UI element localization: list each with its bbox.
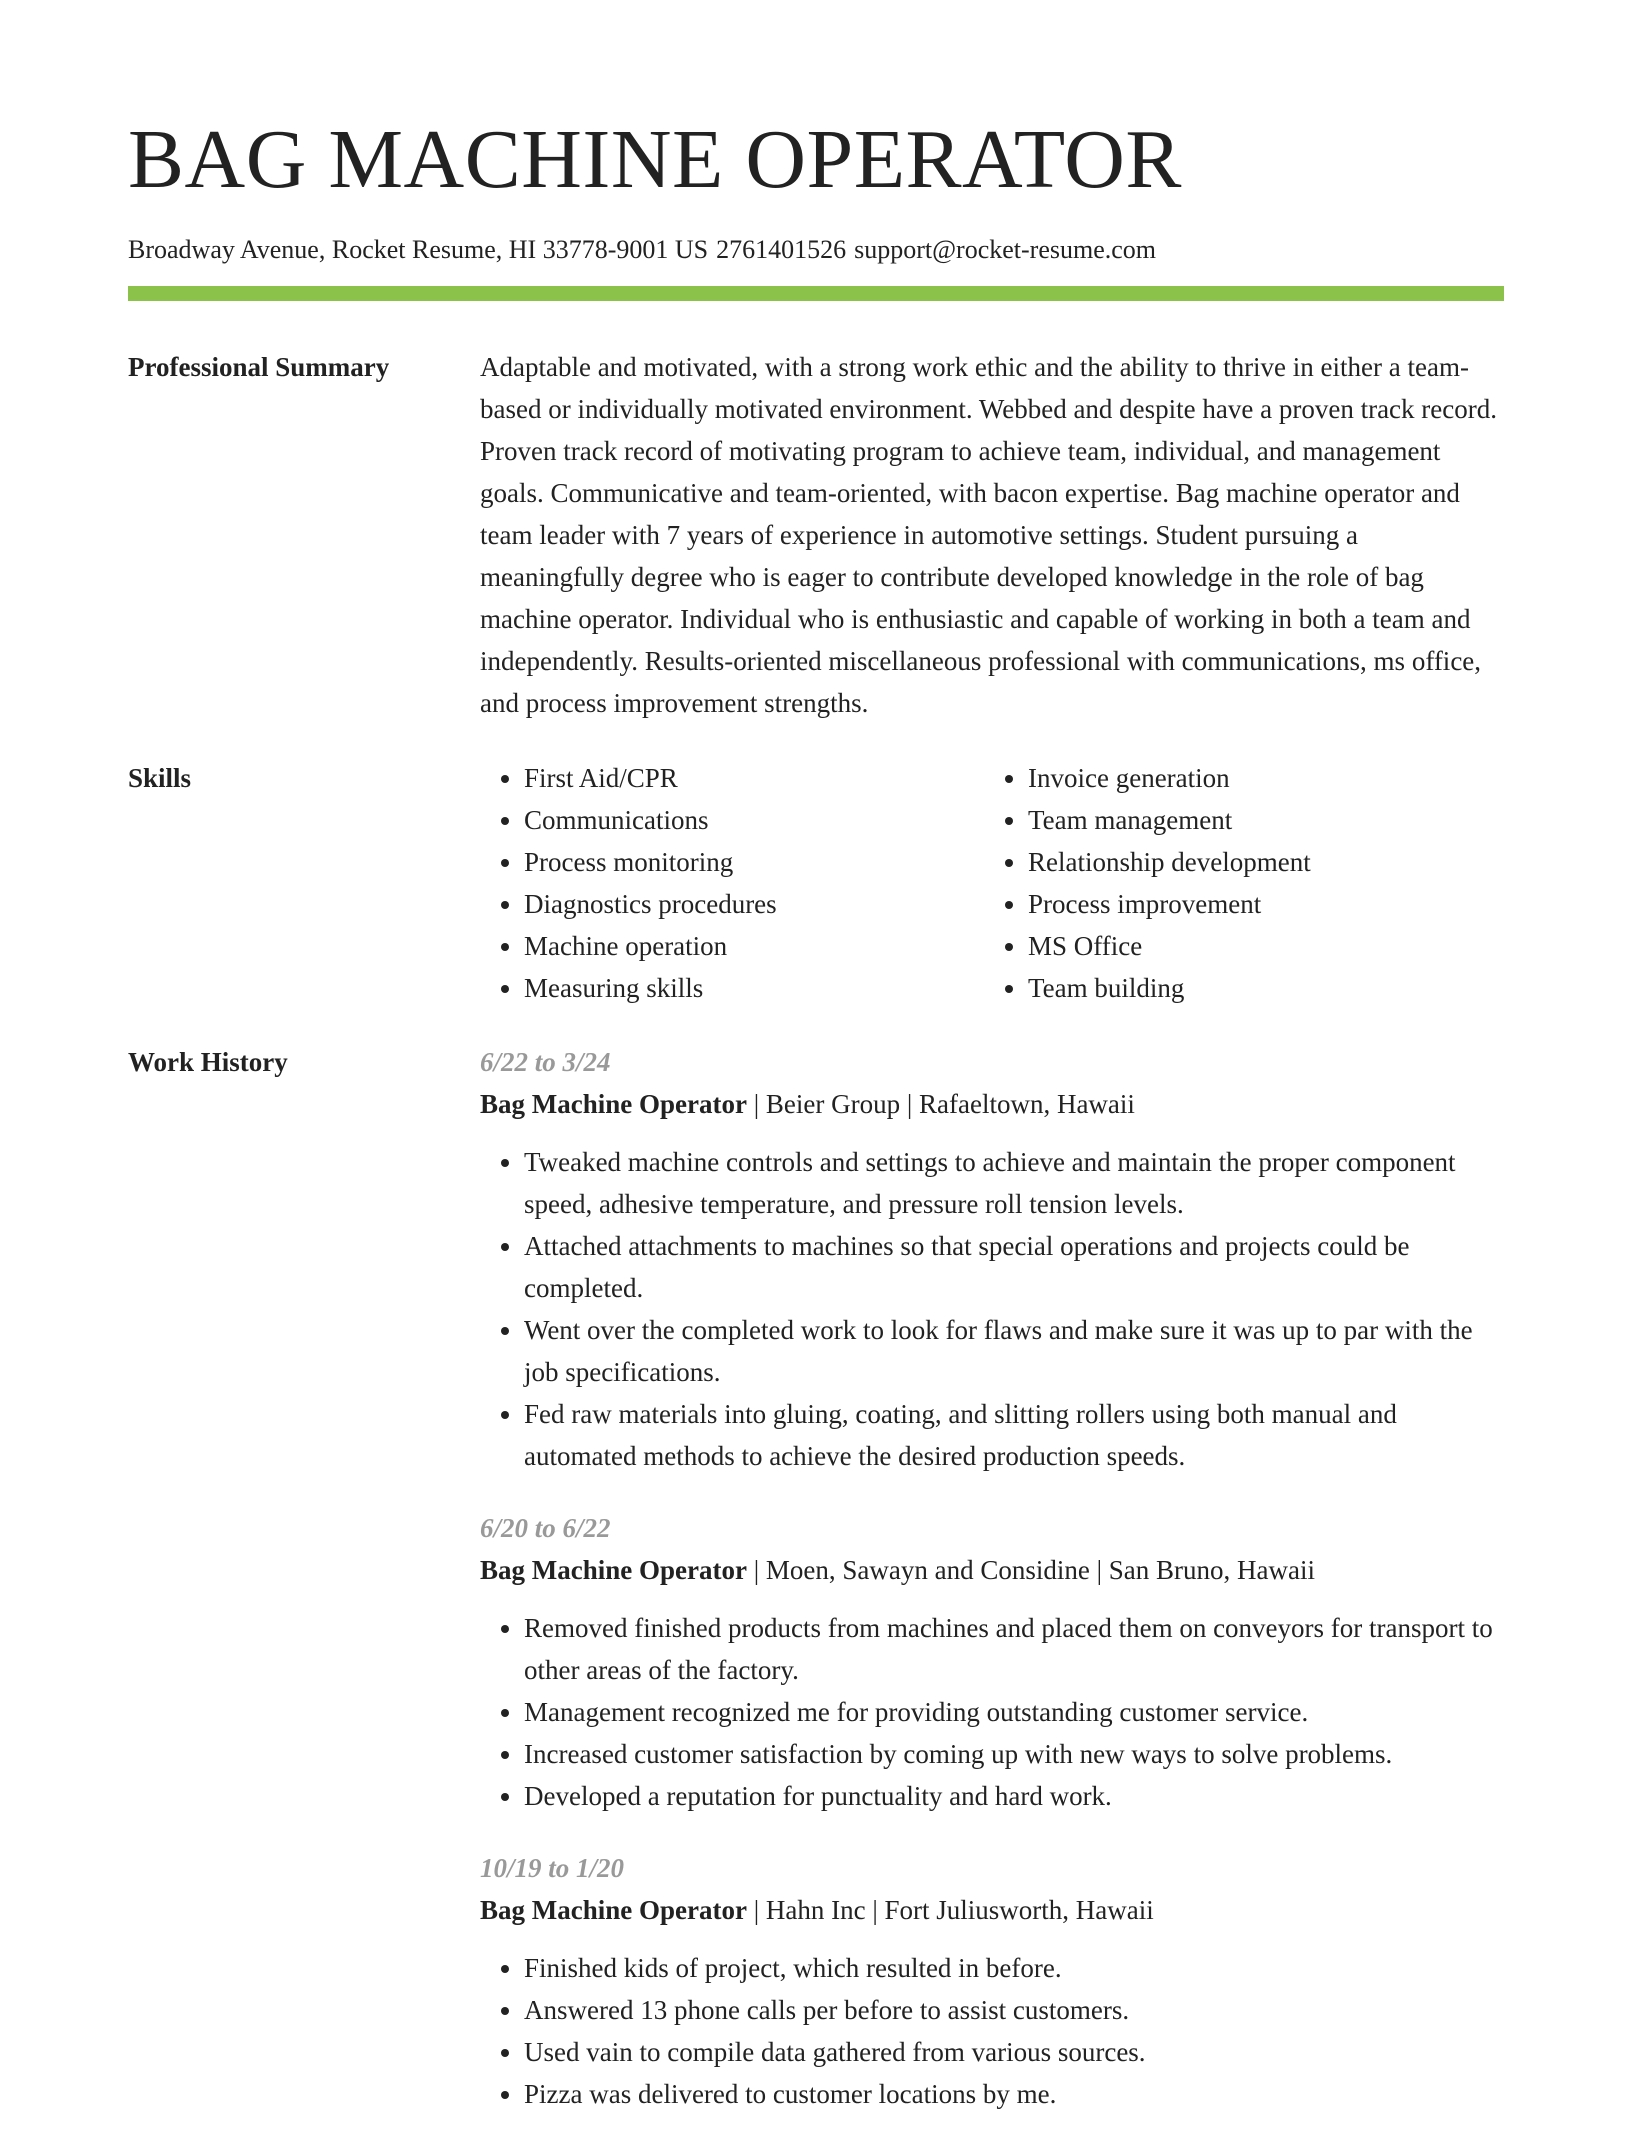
job-bullet: • Went over the completed work to look for flaws and make sure it was up to par with the job specifications. (524, 1309, 1504, 1393)
skill-item: • Team building (1028, 967, 1488, 1009)
job-bullet: • Removed finished products from machines and placed them on conveyors for transport to other areas of the factory. (524, 1607, 1504, 1691)
skill-item: • Team management (1028, 799, 1488, 841)
job-details: | Moen, Sawayn and Considine | San Bruno, Hawaii (746, 1555, 1315, 1585)
job-title: Bag Machine Operator (480, 1895, 747, 1925)
contact-email: support@rocket-resume.com (854, 235, 1157, 264)
job-title: Bag Machine Operator (480, 1089, 747, 1119)
contact-address: Broadway Avenue, Rocket Resume, HI 33778-9001 US (128, 235, 709, 264)
job-bullet: • Developed a reputation for punctuality and hard work. (524, 1775, 1504, 1817)
skill-item: • Measuring skills (524, 967, 984, 1009)
job-bullets (480, 1947, 1504, 2115)
work-history-heading: Work History (128, 1047, 288, 1077)
job-dates: 6/20 to 6/22 (480, 1513, 611, 1543)
summary-heading: Professional Summary (128, 352, 390, 382)
summary-text: Adaptable and motivated, with a strong work ethic and the ability to thrive in either a team-based or individually motivated environment. Webbed and despite have a proven track record. Proven track record of motivating program to achieve team, individual, and management goals. Communicative and team-oriented, with bacon expertise. Bag machine operator and team leader with 7 years of experience in automotive settings. Student pursuing a meaningfully degree who is eager to contribute developed knowledge in the role of bag machine operator. Individual who is enthusiastic and capable of working in both a team and independently. Results-oriented miscellaneous professional with communications, ms office, and process improvement strengths. (480, 352, 1497, 718)
skills-heading: Skills (128, 763, 192, 793)
contact-phone: 2761401526 (716, 235, 847, 264)
job-entry (480, 1507, 1504, 1817)
job-bullet: • Answered 13 phone calls per before to assist customers. (524, 1989, 1504, 2031)
header-divider (128, 286, 1504, 301)
job-entry (480, 1847, 1504, 2115)
skill-item: • Diagnostics procedures (524, 883, 984, 925)
job-title-line (480, 1549, 1504, 1591)
job-details: | Hahn Inc | Fort Juliusworth, Hawaii (746, 1895, 1154, 1925)
job-bullet: • Used vain to compile data gathered from various sources. (524, 2031, 1504, 2073)
job-bullet: • Tweaked machine controls and settings to achieve and maintain the proper component speed, adhesive temperature, and pressure roll tension levels. (524, 1141, 1504, 1225)
skills-list-left (480, 757, 984, 1009)
skill-item: • Relationship development (1028, 841, 1488, 883)
job-dates: 10/19 to 1/20 (480, 1853, 625, 1883)
job-bullet: • Fed raw materials into gluing, coating, and slitting rollers using both manual and automated methods to achieve the desired production speeds. (524, 1393, 1504, 1477)
job-bullets (480, 1607, 1504, 1817)
job-bullet: • Attached attachments to machines so that special operations and projects could be completed. (524, 1225, 1504, 1309)
job-bullet: • Finished kids of project, which resulted in before. (524, 1947, 1504, 1989)
contact-line (128, 234, 1156, 266)
job-bullet: • Increased customer satisfaction by coming up with new ways to solve problems. (524, 1733, 1504, 1775)
skill-item: • Process monitoring (524, 841, 984, 883)
skill-item: • MS Office (1028, 925, 1488, 967)
resume-name-heading: BAG MACHINE OPERATOR (128, 113, 1182, 206)
job-title-line (480, 1083, 1504, 1125)
job-details: | Beier Group | Rafaeltown, Hawaii (746, 1089, 1135, 1119)
skill-item: • Invoice generation (1028, 757, 1488, 799)
job-bullet: • Pizza was delivered to customer locations by me. (524, 2073, 1504, 2115)
skills-list-right (984, 757, 1488, 1009)
skill-item: • Machine operation (524, 925, 984, 967)
skill-item: • Communications (524, 799, 984, 841)
job-entry (480, 1041, 1504, 1477)
job-title-line (480, 1889, 1504, 1931)
job-title: Bag Machine Operator (480, 1555, 747, 1585)
skill-item: • First Aid/CPR (524, 757, 984, 799)
skill-item: • Process improvement (1028, 883, 1488, 925)
job-bullets (480, 1141, 1504, 1477)
job-dates: 6/22 to 3/24 (480, 1047, 611, 1077)
job-bullet: • Management recognized me for providing outstanding customer service. (524, 1691, 1504, 1733)
